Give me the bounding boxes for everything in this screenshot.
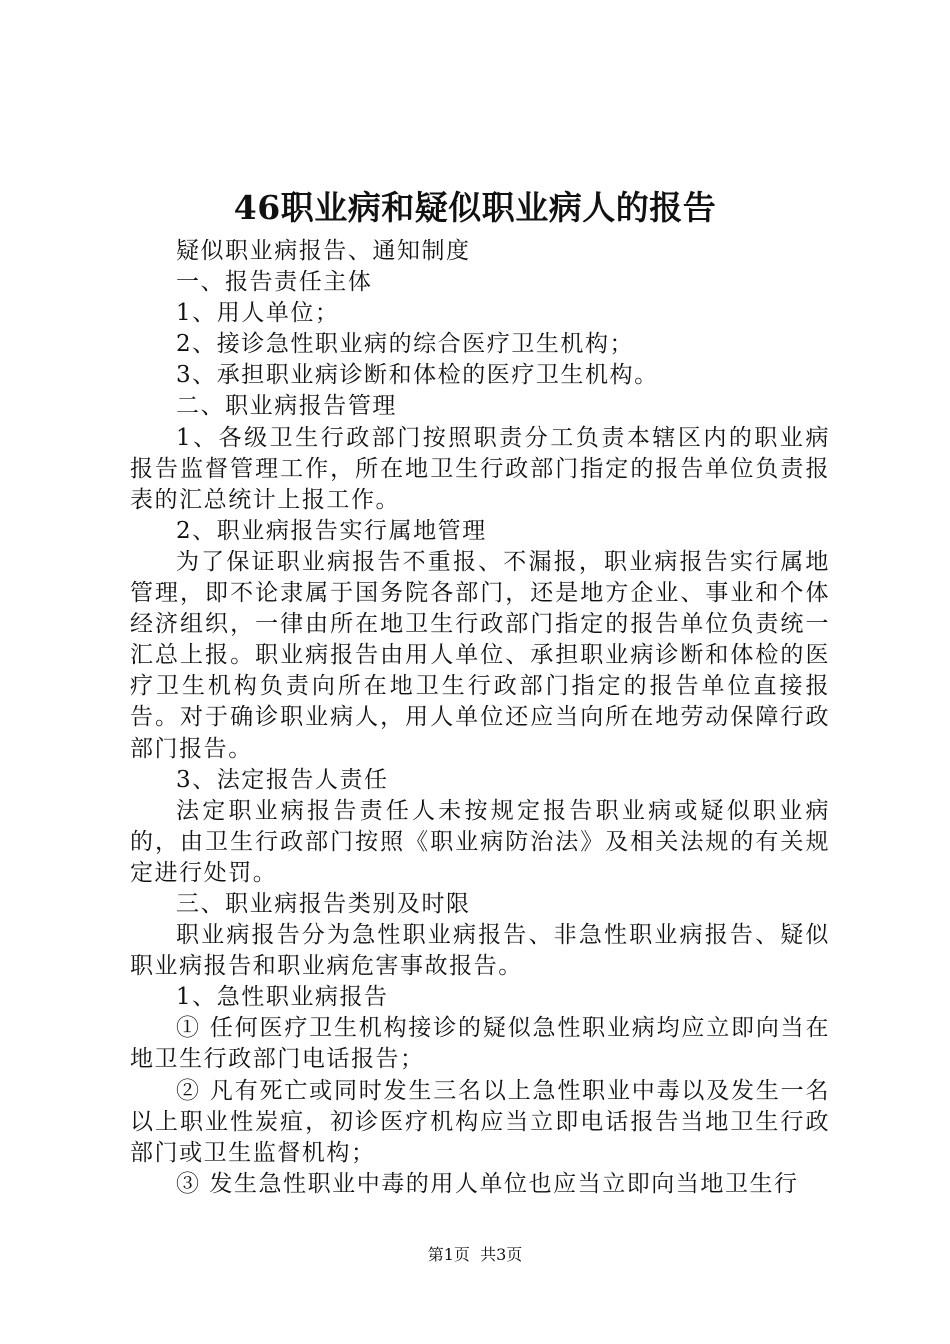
paragraph: 二、职业病报告管理 [176,393,397,420]
document-body [130,236,830,1200]
paragraph: ② 凡有死亡或同时发生三名以上急性职业中毒以及发生一名以上职业性炭疽，初诊医疗机构应当立即电话报告当地卫生行政部门或卫生监督机构； [130,1077,830,1166]
document-title: 46职业病和疑似职业病人的报告 [233,188,717,227]
paragraph: 疑似职业病报告、通知制度 [176,238,471,264]
paragraph: 1、急性职业病报告 [176,984,389,1011]
paragraph: 为了保证职业病报告不重报、不漏报，职业病报告实行属地管理，即不论隶属于国务院各部门，还是地方企业、事业和个体经济组织，一律由所在地卫生行政部门指定的报告单位负责统一汇总上报。职业病报告由用人单位、承担职业病诊断和体检的医疗卫生机构负责向所在地卫生行政部门指定的报告单位直接报告。对于确诊职业病人，用人单位还应当向所在地劳动保障行政部门报告。 [130,548,830,762]
paragraph: ③ 发生急性职业中毒的用人单位也应当立即向当地卫生行 [176,1170,799,1197]
page-footer: 第1页 共3页 [427,1245,523,1264]
paragraph: 法定职业病报告责任人未按规定报告职业病或疑似职业病的，由卫生行政部门按照《职业病防治法》及相关法规的有关规定进行处罚。 [130,797,830,886]
paragraph: 2、职业病报告实行属地管理 [176,517,487,544]
paragraph: 职业病报告分为急性职业病报告、非急性职业病报告、疑似职业病报告和职业病危害事故报告。 [130,922,830,980]
paragraph: 3、法定报告人责任 [176,766,389,793]
paragraph: 3、承担职业病诊断和体检的医疗卫生机构。 [176,362,659,389]
paragraph: 2、接诊急性职业病的综合医疗卫生机构； [176,331,635,358]
paragraph: 1、用人单位； [176,300,340,327]
paragraph: 一、报告责任主体 [176,269,373,296]
paragraph: 1、各级卫生行政部门按照职责分工负责本辖区内的职业病报告监督管理工作，所在地卫生行政部门指定的报告单位负责报表的汇总统计上报工作。 [130,424,830,513]
paragraph: 三、职业病报告类别及时限 [176,890,471,917]
paragraph: ① 任何医疗卫生机构接诊的疑似急性职业病均应立即向当在地卫生行政部门电话报告； [130,1015,830,1073]
